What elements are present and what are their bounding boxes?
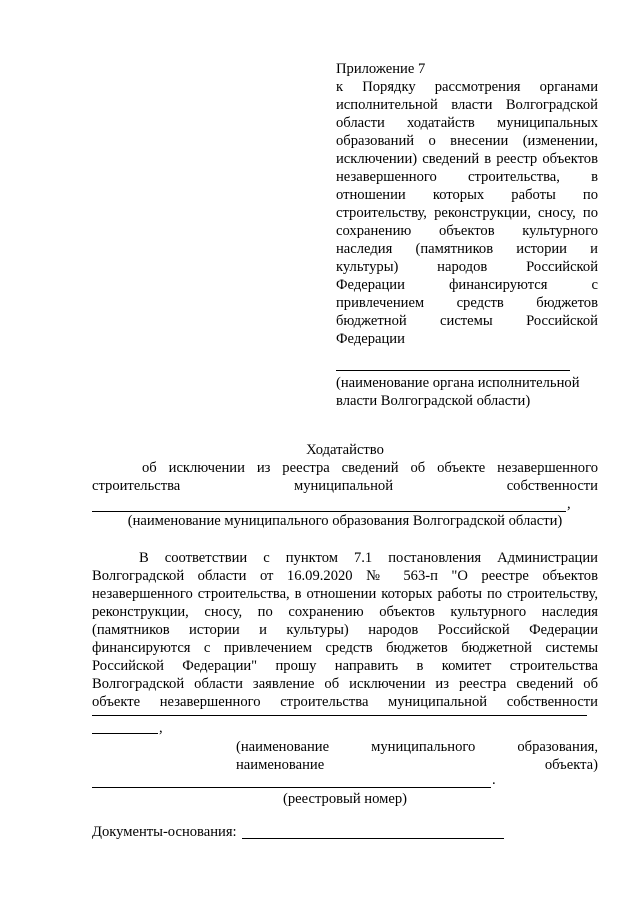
- registry-line: [92, 787, 491, 788]
- addressee-line: [336, 370, 570, 371]
- petition-title: Ходатайство: [306, 442, 384, 458]
- addressee-caption: (наименование органа исполнительной власти Волгоградской области): [336, 375, 580, 409]
- appendix-text: к Порядку рассмотрения органами исполнительной власти Волгоградской области ходатайств муниципальных образований о внесении (изменении, исключении) сведений в реестр объектов незавершенного строительства, в отношении которых работы по строительству, реконструкции, сносу, по сохранению объектов культурного наследия (памятников истории и культуры) народов Российской Федерации финансируются с привлечением средств бюджетов бюджетной системы Российской Федерации: [336, 79, 598, 347]
- documents-line: [242, 838, 504, 839]
- object-short-line: [92, 733, 158, 734]
- municipality-line-comma: ,: [567, 496, 571, 512]
- body-paragraph: В соответствии с пунктом 7.1 постановления Администрации Волгоградской области от 16.09.2020 № 563-п "О реестре объектов незавершенного строительства, в отношении которых работы по строительству, реконструкции, сносу, по сохранению объектов культурного наследия (памятников истории и культуры) народов Российской Федерации финансируются с привлечением средств бюджетов бюджетной системы Российской Федерации" прошу направить в комитет строительства Волгоградской области заявление об исключении из реестра сведений об объекте незавершенного строительства муниципальной собственности: [92, 550, 598, 710]
- registry-caption: (реестровый номер): [283, 791, 407, 807]
- municipality-caption: (наименование муниципального образования Волгоградской области): [127, 513, 563, 529]
- object-caption: (наименование муниципального образования, наименование объекта): [236, 739, 598, 773]
- petition-subtitle: об исключении из реестра сведений об объекте незавершенного строительства муниципальной собственности: [92, 460, 598, 494]
- appendix-title: Приложение 7: [336, 61, 426, 77]
- object-line: [92, 715, 587, 716]
- registry-line-dot: .: [492, 772, 496, 788]
- object-short-line-comma: ,: [159, 720, 163, 736]
- documents-label: Документы-основания:: [92, 824, 237, 840]
